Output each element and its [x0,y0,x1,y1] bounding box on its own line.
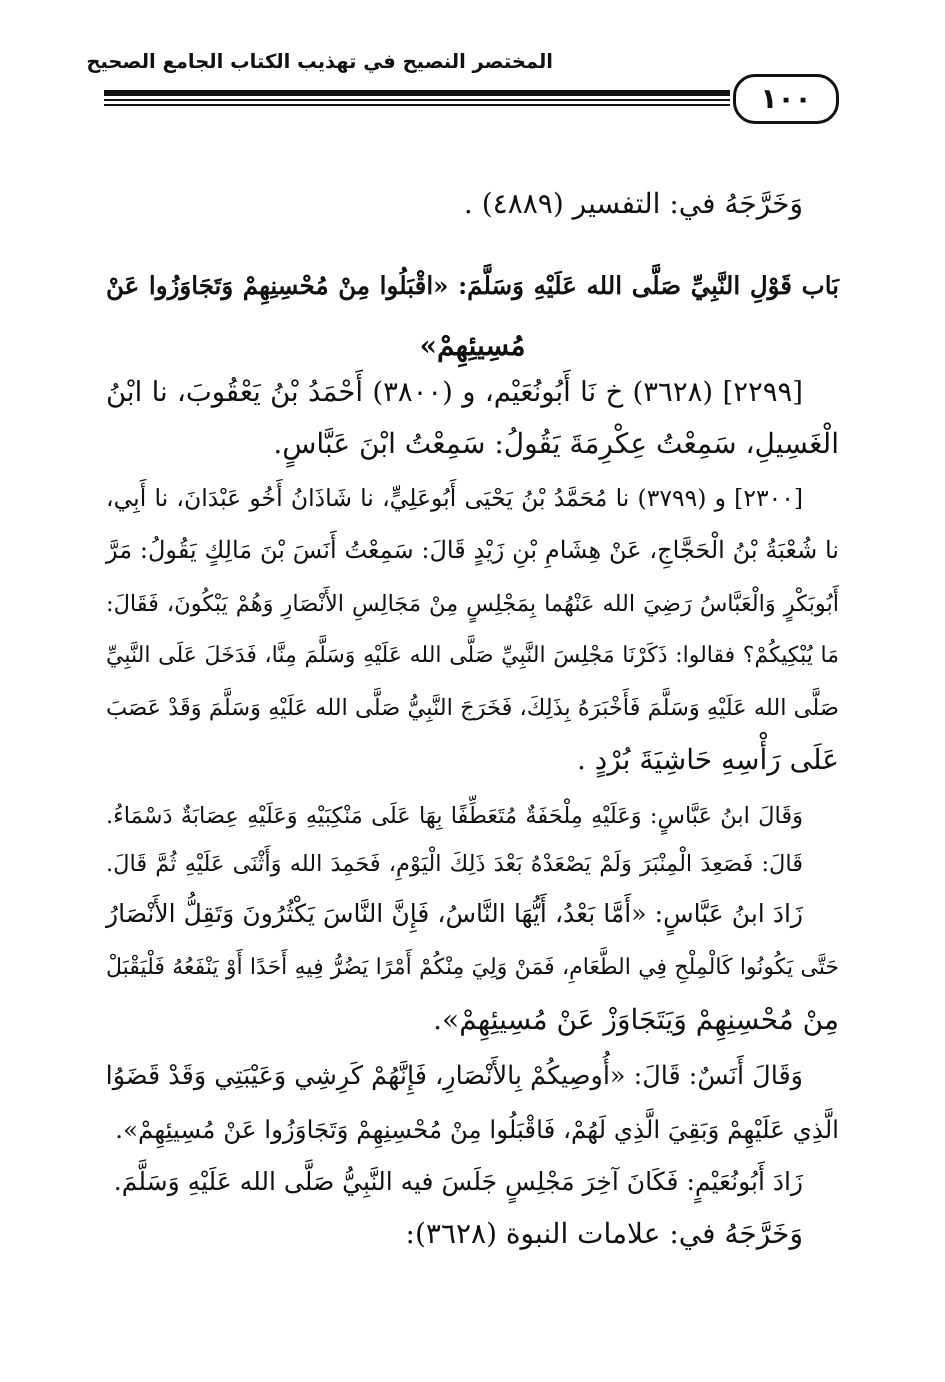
text-line: وَخَرَّجَهُ في: التفسير (٤٨٨٩) . [463,187,803,220]
header-rule [104,90,730,96]
hadith-text: [٢٢٩٩] (٣٦٢٨) خ نَا أَبُونُعَيْم، و (٣٨٠٠) أَحْمَدُ بْنُ يَعْقُوبَ، نا ابْنُ [106,376,804,408]
chapter-heading: مُسِيئِهِمْ» [419,329,526,362]
hadith-text: وَقَالَ أَنَسٌ: قَالَ: «أُوصِيكُمْ بِالأَنْصَارِ، فَإِنَّهُمْ كَرِشِي وَعَيْبَتِي وَقَدْ قَضَوُا [105,1061,803,1091]
hadith-text: صَلَّى الله عَلَيْهِ وَسَلَّمَ فَأَخْبَرَهُ بِذَلِكَ، فَخَرَجَ النَّبِيُّ صَلَّى الله عَلَيْهِ وَسَلَّمَ وَقَدْ عَصَبَ [106,695,839,721]
header-rule [104,99,730,101]
running-title: المختصر النصيح في تهذيب الكتاب الجامع الصحيح [86,50,553,73]
hadith-text: مِنْ مُحْسِنِهِمْ وَيَتَجَاوَزْ عَنْ مُسِيئِهِمْ». [433,1003,839,1036]
hadith-text: [٢٣٠٠] و (٣٧٩٩) نا مُحَمَّدُ بْنُ يَحْيَى أَبُوعَلِيٍّ، نا شَاذَانُ أَخُو عَبْدَانَ، نا أَبِي، [106,484,803,512]
hadith-text: الْغَسِيلِ، سَمِعْتُ عِكْرِمَةَ يَقُولُ: سَمِعْتُ ابْنَ عَبَّاسٍ. [273,427,839,460]
hadith-text: أَبُوبَكْرٍ وَالْعَبَّاسُ رَضِيَ الله عَنْهُما بِمَجْلِسٍ مِنْ مَجَالِسِ الأَنْصَارِ وَهُمْ يَبْكُونَ، فَقَالَ: [106,591,839,617]
page-number: ١٠٠ [733,74,839,124]
hadith-text: عَلَى رَأْسِهِ حَاشِيَةَ بُرْدٍ . [576,743,839,776]
hadith-text: زَادَ ابنُ عَبَّاسٍ: «أَمَّا بَعْدُ، أَيُّهَا النَّاسُ، فَإِنَّ النَّاسَ يَكْثُرُونَ وَتَقِلُّ الأَنْصَارُ [106,899,803,928]
hadith-text: قَالَ: فَصَعِدَ الْمِنْبَرَ وَلَمْ يَصْعَدْهُ بَعْدَ ذَلِكَ الْيَوْمِ، فَحَمِدَ الله وَأَثْنَى عَلَيْهِ ثُمَّ قَالَ. [106,851,803,877]
hadith-text: الَّذِي عَلَيْهِمْ وَبَقِيَ الَّذِي لَهُمْ، فَاقْبَلُوا مِنْ مُحْسِنِهِمْ وَتَجَاوَزُوا عَنْ مُسِيئِهِمْ». [115,1115,839,1144]
hadith-text: وَقَالَ ابنُ عَبَّاسٍ: وَعَلَيْهِ مِلْحَفَةٌ مُتَعَطِّفًا بِهَا عَلَى مَنْكِبَيْهِ وَعَلَيْهِ عِصَابَةٌ دَسْمَاءُ. [106,803,803,829]
header-rule [104,104,730,106]
hadith-text: نا شُعْبَةُ بْنُ الْحَجَّاجِ، عَنْ هِشَامِ بْنِ زَيْدٍ قَالَ: سَمِعْتُ أَنَسَ بْنَ مَالِكٍ يَقُولُ: مَرَّ [106,536,839,564]
hadith-text: زَادَ أَبُونُعَيْمٍ: فَكَانَ آخِرَ مَجْلِسٍ جَلَسَ فيه النَّبِيُّ صَلَّى الله عَلَيْهِ وَسَلَّمَ. [113,1167,803,1196]
hadith-text: مَا يُبْكِيكُمْ؟ فقالوا: ذَكَرْنَا مَجْلِسَ النَّبِيِّ صَلَّى الله عَلَيْهِ وَسَلَّمَ مِنَّا، فَدَخَلَ عَلَى النَّبِيِّ [106,643,839,668]
chapter-heading: بَاب قَوْلِ النَّبِيِّ صَلَّى الله عَلَيْهِ وَسَلَّمَ: «اقْبَلُوا مِنْ مُحْسِنِهِمْ وَتَجَاوَزُوا عَنْ [106,271,839,300]
text-line: وَخَرَّجَهُ في: علامات النبوة (٣٦٢٨): [405,1217,803,1250]
hadith-text: حَتَّى يَكُونُوا كَالْمِلْحِ فِي الطَّعَامِ، فَمَنْ وَلِيَ مِنْكُمْ أَمْرًا يَضُرُّ فِيهِ أَحَدًا أَوْ يَنْفَعُهُ فَلْيَقْبَلْ [106,955,839,980]
